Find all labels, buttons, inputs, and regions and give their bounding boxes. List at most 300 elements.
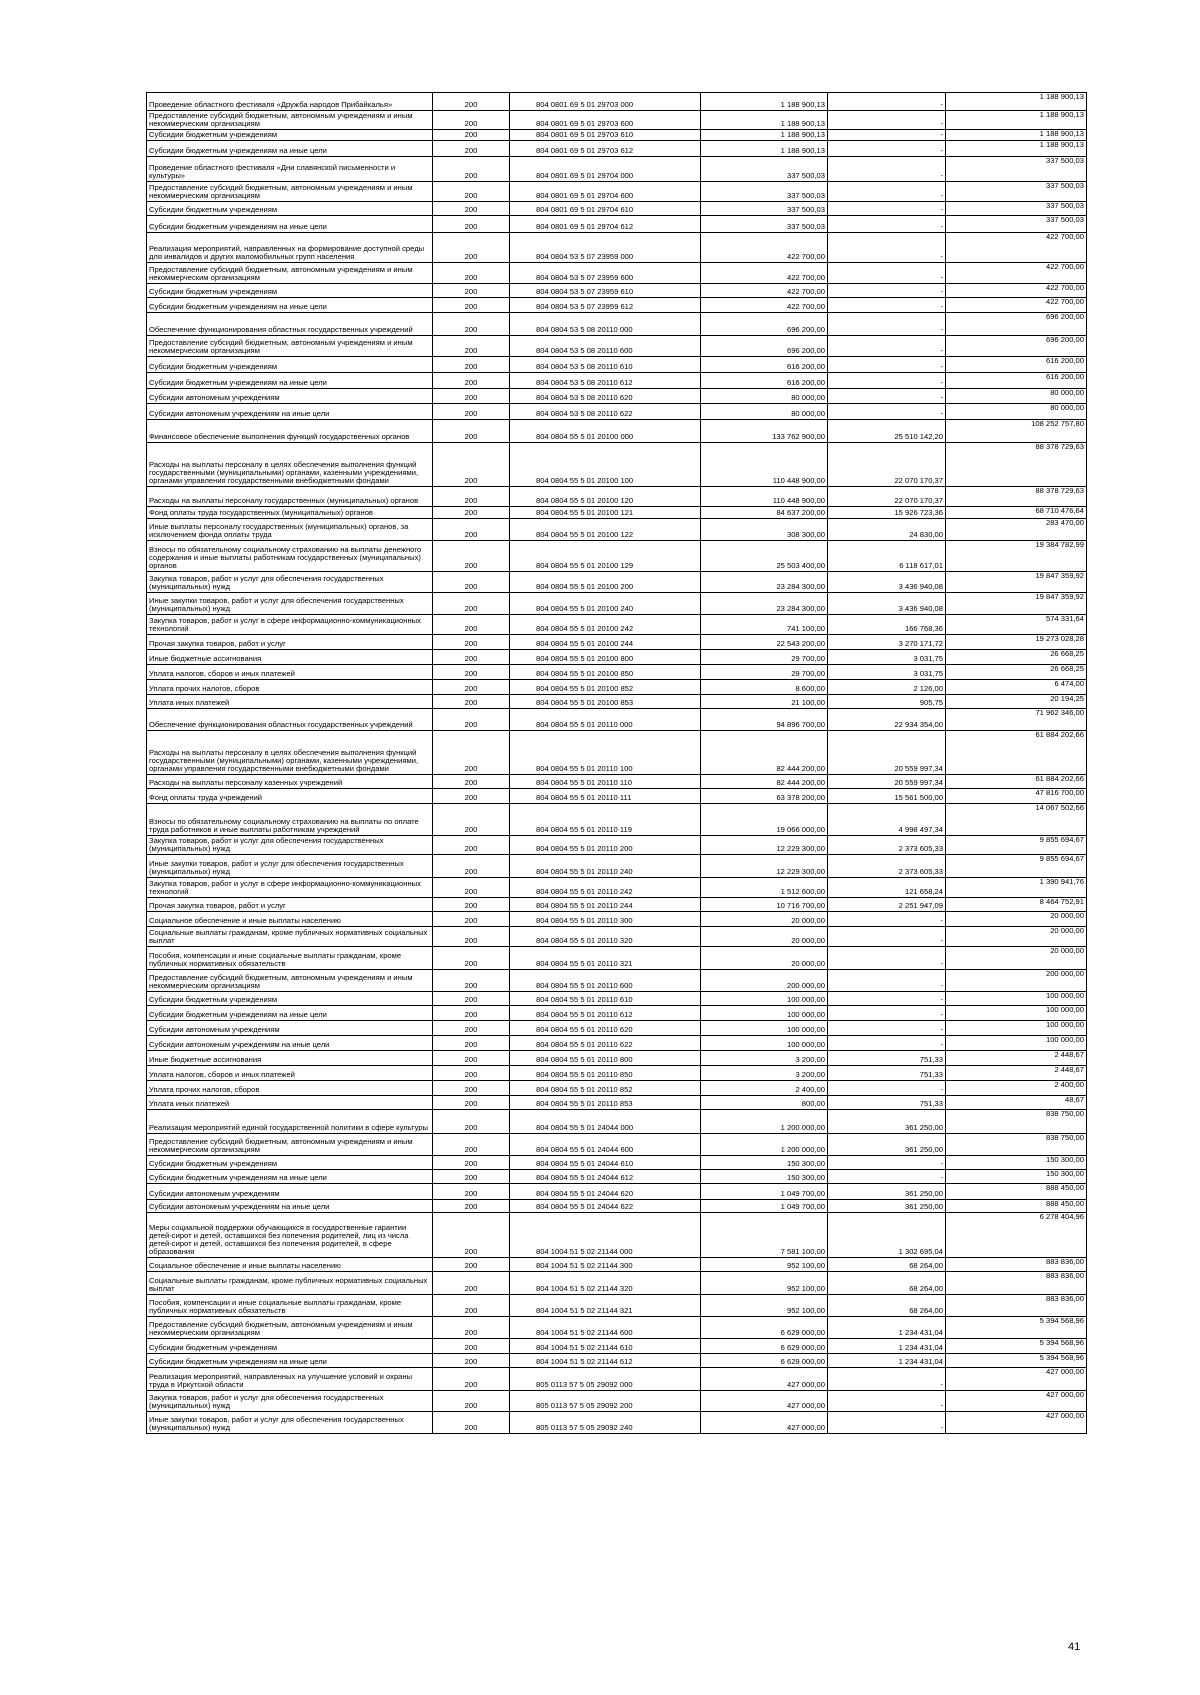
row-approved-amount-cell: 427 000,00 [701, 1391, 828, 1412]
row-approved-amount-cell: 10 716 700,00 [701, 898, 828, 912]
row-classification-code-cell: 804 0804 55 5 01 20100 242 [510, 615, 701, 635]
table-row [147, 1368, 1087, 1391]
row-name-cell: Иные закупки товаров, работ и услуг для обеспечения государственных (муниципальных) нужд [147, 1412, 433, 1434]
row-name-cell: Иные бюджетные ассигнования [147, 1051, 433, 1066]
row-unexecuted-amount-cell: 1 188 900,13 [946, 111, 1087, 130]
row-executed-amount-cell: 751,33 [828, 1096, 946, 1110]
row-classification-code-cell: 804 0804 55 5 01 20100 240 [510, 593, 701, 615]
row-line-code-cell: 200 [433, 1368, 510, 1391]
row-executed-amount-cell: - [828, 947, 946, 970]
table-row [147, 357, 1087, 373]
row-approved-amount-cell: 337 500,03 [701, 202, 828, 216]
table-row [147, 263, 1087, 284]
row-classification-code-cell: 804 0804 55 5 01 20110 111 [510, 789, 701, 804]
row-name-cell: Иные выплаты персоналу государственных (муниципальных) органов, за исключением фонда оплаты труда [147, 519, 433, 541]
row-approved-amount-cell: 80 000,00 [701, 404, 828, 420]
row-unexecuted-amount-cell: 150 300,00 [946, 1156, 1087, 1170]
row-approved-amount-cell: 952 100,00 [701, 1295, 828, 1317]
table-row [147, 1391, 1087, 1412]
row-classification-code-cell: 804 0804 55 5 01 20110 110 [510, 775, 701, 789]
row-unexecuted-amount-cell: 616 200,00 [946, 357, 1087, 373]
row-executed-amount-cell: - [828, 157, 946, 182]
row-unexecuted-amount-cell: 5 394 568,96 [946, 1354, 1087, 1368]
table-row [147, 1170, 1087, 1184]
row-classification-code-cell: 804 0804 53 5 08 20110 000 [510, 313, 701, 336]
row-executed-amount-cell: 3 031,75 [828, 650, 946, 665]
row-classification-code-cell: 804 0801 69 5 01 29704 610 [510, 202, 701, 216]
row-line-code-cell: 200 [433, 775, 510, 789]
table-row [147, 1354, 1087, 1368]
row-unexecuted-amount-cell: 838 750,00 [946, 1134, 1087, 1156]
row-classification-code-cell: 804 0804 55 5 01 20100 100 [510, 443, 701, 487]
row-executed-amount-cell: - [828, 336, 946, 357]
row-approved-amount-cell: 696 200,00 [701, 336, 828, 357]
row-approved-amount-cell: 616 200,00 [701, 373, 828, 389]
row-name-cell: Субсидии бюджетным учреждениям на иные цели [147, 373, 433, 389]
row-name-cell: Обеспечение функционирования областных государственных учреждений [147, 709, 433, 731]
row-unexecuted-amount-cell: 19 847 359,92 [946, 593, 1087, 615]
row-unexecuted-amount-cell: 19 384 782,99 [946, 541, 1087, 572]
row-classification-code-cell: 804 1004 51 5 02 21144 321 [510, 1295, 701, 1317]
row-name-cell: Меры социальной поддержки обучающихся в государственные гарантии детей-сирот и детей, оставшихся без попечения родителей, лиц из числа детей-сирот и детей, оставшихся без попечения родителей, в сфере образования [147, 1213, 433, 1258]
row-approved-amount-cell: 616 200,00 [701, 357, 828, 373]
row-line-code-cell: 200 [433, 487, 510, 507]
table-row [147, 789, 1087, 804]
table-row [147, 130, 1087, 141]
table-row [147, 404, 1087, 420]
row-line-code-cell: 200 [433, 1213, 510, 1258]
row-line-code-cell: 200 [433, 572, 510, 593]
row-line-code-cell: 200 [433, 1066, 510, 1081]
row-executed-amount-cell: 2 126,00 [828, 680, 946, 695]
row-line-code-cell: 200 [433, 1412, 510, 1434]
row-name-cell: Субсидии автономным учреждениям на иные цели [147, 404, 433, 420]
row-approved-amount-cell: 94 896 700,00 [701, 709, 828, 731]
row-unexecuted-amount-cell: 5 394 568,96 [946, 1339, 1087, 1354]
row-name-cell: Расходы на выплаты персоналу государственных (муниципальных) органов [147, 487, 433, 507]
row-executed-amount-cell: - [828, 1081, 946, 1096]
row-line-code-cell: 200 [433, 695, 510, 709]
row-classification-code-cell: 804 0804 55 5 01 20110 800 [510, 1051, 701, 1066]
row-unexecuted-amount-cell: 283 470,00 [946, 519, 1087, 541]
row-unexecuted-amount-cell: 48,67 [946, 1096, 1087, 1110]
row-line-code-cell: 200 [433, 1258, 510, 1272]
row-classification-code-cell: 804 0804 55 5 01 20100 853 [510, 695, 701, 709]
row-classification-code-cell: 804 0804 55 5 01 20110 100 [510, 731, 701, 775]
row-executed-amount-cell: 6 118 617,01 [828, 541, 946, 572]
table-row [147, 1412, 1087, 1434]
row-classification-code-cell: 804 0801 69 5 01 29704 000 [510, 157, 701, 182]
row-classification-code-cell: 804 0804 53 5 07 23959 612 [510, 298, 701, 313]
table-row [147, 709, 1087, 731]
row-unexecuted-amount-cell: 71 962 346,00 [946, 709, 1087, 731]
row-name-cell: Иные бюджетные ассигнования [147, 650, 433, 665]
table-row [147, 336, 1087, 357]
row-executed-amount-cell: - [828, 927, 946, 947]
row-classification-code-cell: 804 0804 55 5 01 20110 240 [510, 855, 701, 878]
row-unexecuted-amount-cell: 88 378 729,63 [946, 443, 1087, 487]
row-line-code-cell: 200 [433, 519, 510, 541]
table-row [147, 111, 1087, 130]
row-approved-amount-cell: 3 200,00 [701, 1066, 828, 1081]
row-approved-amount-cell: 7 581 100,00 [701, 1213, 828, 1258]
table-row [147, 1110, 1087, 1134]
row-line-code-cell: 200 [433, 1051, 510, 1066]
row-unexecuted-amount-cell: 68 710 476,64 [946, 507, 1087, 519]
row-line-code-cell: 200 [433, 635, 510, 650]
row-executed-amount-cell: 3 436 940,08 [828, 572, 946, 593]
table-row [147, 650, 1087, 665]
row-executed-amount-cell: - [828, 313, 946, 336]
table-row [147, 635, 1087, 650]
table-row [147, 1295, 1087, 1317]
row-name-cell: Закупка товаров, работ и услуг в сфере информационно-коммуникационных технологий [147, 878, 433, 898]
row-approved-amount-cell: 1 200 000,00 [701, 1110, 828, 1134]
row-approved-amount-cell: 1 512 600,00 [701, 878, 828, 898]
row-classification-code-cell: 804 0801 69 5 01 29703 000 [510, 93, 701, 111]
row-executed-amount-cell: 4 998 497,34 [828, 804, 946, 836]
row-classification-code-cell: 804 0804 53 5 08 20110 620 [510, 389, 701, 404]
row-unexecuted-amount-cell: 100 000,00 [946, 1006, 1087, 1021]
row-name-cell: Уплата налогов, сборов и иных платежей [147, 1066, 433, 1081]
row-name-cell: Уплата иных платежей [147, 695, 433, 709]
row-classification-code-cell: 804 0804 55 5 01 20110 200 [510, 836, 701, 855]
table-row [147, 1200, 1087, 1213]
page-number: 41 [1068, 1641, 1081, 1653]
row-classification-code-cell: 804 0804 55 5 01 20110 853 [510, 1096, 701, 1110]
row-line-code-cell: 200 [433, 804, 510, 836]
row-unexecuted-amount-cell: 88 378 729,63 [946, 487, 1087, 507]
row-approved-amount-cell: 800,00 [701, 1096, 828, 1110]
row-classification-code-cell: 804 0804 55 5 01 24044 600 [510, 1134, 701, 1156]
table-row [147, 420, 1087, 443]
row-classification-code-cell: 804 0804 55 5 01 20100 121 [510, 507, 701, 519]
table-row [147, 1134, 1087, 1156]
row-unexecuted-amount-cell: 1 188 900,13 [946, 141, 1087, 157]
row-unexecuted-amount-cell: 422 700,00 [946, 263, 1087, 284]
row-name-cell: Субсидии бюджетным учреждениям на иные цели [147, 1006, 433, 1021]
row-executed-amount-cell: 2 251 947,09 [828, 898, 946, 912]
row-line-code-cell: 200 [433, 1170, 510, 1184]
row-approved-amount-cell: 741 100,00 [701, 615, 828, 635]
row-name-cell: Субсидии автономным учреждениям [147, 1021, 433, 1036]
row-executed-amount-cell: 361 250,00 [828, 1200, 946, 1213]
row-approved-amount-cell: 21 100,00 [701, 695, 828, 709]
row-approved-amount-cell: 100 000,00 [701, 1036, 828, 1051]
row-unexecuted-amount-cell: 100 000,00 [946, 1036, 1087, 1051]
row-name-cell: Уплата иных платежей [147, 1096, 433, 1110]
row-name-cell: Субсидии бюджетным учреждениям на иные цели [147, 298, 433, 313]
row-approved-amount-cell: 422 700,00 [701, 298, 828, 313]
row-classification-code-cell: 804 0804 53 5 08 20110 610 [510, 357, 701, 373]
row-name-cell: Предоставление субсидий бюджетным, автономным учреждениям и иным некоммерческим организациям [147, 182, 433, 202]
table-body [147, 93, 1087, 1434]
row-approved-amount-cell: 427 000,00 [701, 1368, 828, 1391]
row-name-cell: Уплата прочих налогов, сборов [147, 680, 433, 695]
row-approved-amount-cell: 1 188 900,13 [701, 130, 828, 141]
row-line-code-cell: 200 [433, 216, 510, 233]
row-classification-code-cell: 804 1004 51 5 02 21144 300 [510, 1258, 701, 1272]
row-name-cell: Предоставление субсидий бюджетным, автономным учреждениям и иным некоммерческим организациям [147, 111, 433, 130]
row-executed-amount-cell: - [828, 284, 946, 298]
row-line-code-cell: 200 [433, 1272, 510, 1295]
table-row [147, 912, 1087, 927]
row-unexecuted-amount-cell: 574 331,64 [946, 615, 1087, 635]
row-classification-code-cell: 804 0804 55 5 01 20110 320 [510, 927, 701, 947]
row-classification-code-cell: 804 0804 53 5 07 23959 000 [510, 233, 701, 263]
row-name-cell: Субсидии бюджетным учреждениям [147, 992, 433, 1006]
row-line-code-cell: 200 [433, 927, 510, 947]
row-approved-amount-cell: 1 200 000,00 [701, 1134, 828, 1156]
table-row [147, 1081, 1087, 1096]
row-classification-code-cell: 804 0804 55 5 01 20110 000 [510, 709, 701, 731]
row-executed-amount-cell: - [828, 357, 946, 373]
row-executed-amount-cell: - [828, 1156, 946, 1170]
table-row [147, 141, 1087, 157]
budget-table-sheet [146, 92, 1086, 1434]
row-name-cell: Субсидии бюджетным учреждениям на иные цели [147, 141, 433, 157]
row-name-cell: Субсидии бюджетным учреждениям на иные цели [147, 1170, 433, 1184]
row-unexecuted-amount-cell: 422 700,00 [946, 298, 1087, 313]
table-row [147, 695, 1087, 709]
row-line-code-cell: 200 [433, 263, 510, 284]
row-line-code-cell: 200 [433, 878, 510, 898]
row-classification-code-cell: 804 0801 69 5 01 29703 610 [510, 130, 701, 141]
row-unexecuted-amount-cell: 61 884 202,66 [946, 775, 1087, 789]
row-line-code-cell: 200 [433, 709, 510, 731]
row-line-code-cell: 200 [433, 157, 510, 182]
row-approved-amount-cell: 200 000,00 [701, 970, 828, 992]
row-approved-amount-cell: 23 284 300,00 [701, 572, 828, 593]
row-unexecuted-amount-cell: 883 836,00 [946, 1272, 1087, 1295]
row-unexecuted-amount-cell: 838 750,00 [946, 1110, 1087, 1134]
row-line-code-cell: 200 [433, 593, 510, 615]
table-row [147, 836, 1087, 855]
row-approved-amount-cell: 19 066 000,00 [701, 804, 828, 836]
row-unexecuted-amount-cell: 1 188 900,13 [946, 93, 1087, 111]
table-row [147, 927, 1087, 947]
row-name-cell: Проведение областного фестиваля «Дружба народов Прибайкалья» [147, 93, 433, 111]
row-unexecuted-amount-cell: 427 000,00 [946, 1412, 1087, 1434]
row-name-cell: Субсидии бюджетным учреждениям [147, 357, 433, 373]
table-row [147, 284, 1087, 298]
row-line-code-cell: 200 [433, 1134, 510, 1156]
row-line-code-cell: 200 [433, 130, 510, 141]
table-row [147, 615, 1087, 635]
row-executed-amount-cell: - [828, 389, 946, 404]
table-row [147, 1096, 1087, 1110]
row-line-code-cell: 200 [433, 1156, 510, 1170]
row-unexecuted-amount-cell: 8 464 752,91 [946, 898, 1087, 912]
row-approved-amount-cell: 20 000,00 [701, 947, 828, 970]
row-line-code-cell: 200 [433, 970, 510, 992]
row-executed-amount-cell: 3 270 171,72 [828, 635, 946, 650]
row-executed-amount-cell: - [828, 1036, 946, 1051]
table-row [147, 665, 1087, 680]
row-approved-amount-cell: 337 500,03 [701, 216, 828, 233]
row-classification-code-cell: 804 0801 69 5 01 29703 612 [510, 141, 701, 157]
budget-execution-table [146, 92, 1087, 1434]
row-name-cell: Фонд оплаты труда учреждений [147, 789, 433, 804]
row-executed-amount-cell: 20 559 997,34 [828, 775, 946, 789]
row-name-cell: Субсидии автономным учреждениям на иные цели [147, 1036, 433, 1051]
row-unexecuted-amount-cell: 337 500,03 [946, 202, 1087, 216]
row-executed-amount-cell: 751,33 [828, 1066, 946, 1081]
table-row [147, 541, 1087, 572]
row-approved-amount-cell: 6 629 000,00 [701, 1354, 828, 1368]
row-unexecuted-amount-cell: 6 474,00 [946, 680, 1087, 695]
row-unexecuted-amount-cell: 337 500,03 [946, 182, 1087, 202]
row-line-code-cell: 200 [433, 541, 510, 572]
table-row [147, 731, 1087, 775]
row-line-code-cell: 200 [433, 992, 510, 1006]
table-row [147, 970, 1087, 992]
row-executed-amount-cell: 3 031,75 [828, 665, 946, 680]
row-classification-code-cell: 804 0804 53 5 08 20110 600 [510, 336, 701, 357]
row-unexecuted-amount-cell: 616 200,00 [946, 373, 1087, 389]
row-executed-amount-cell: 2 373 605,33 [828, 836, 946, 855]
row-executed-amount-cell: - [828, 298, 946, 313]
row-approved-amount-cell: 82 444 200,00 [701, 731, 828, 775]
row-classification-code-cell: 804 1004 51 5 02 21144 320 [510, 1272, 701, 1295]
row-line-code-cell: 200 [433, 233, 510, 263]
row-unexecuted-amount-cell: 80 000,00 [946, 389, 1087, 404]
row-line-code-cell: 200 [433, 1339, 510, 1354]
row-classification-code-cell: 804 0804 55 5 01 20110 612 [510, 1006, 701, 1021]
row-unexecuted-amount-cell: 888 450,00 [946, 1184, 1087, 1200]
row-line-code-cell: 200 [433, 1354, 510, 1368]
row-executed-amount-cell: 15 561 500,00 [828, 789, 946, 804]
row-line-code-cell: 200 [433, 1081, 510, 1096]
row-name-cell: Прочая закупка товаров, работ и услуг [147, 635, 433, 650]
table-row [147, 93, 1087, 111]
row-classification-code-cell: 804 1004 51 5 02 21144 610 [510, 1339, 701, 1354]
table-row [147, 1272, 1087, 1295]
table-row [147, 1339, 1087, 1354]
row-name-cell: Обеспечение функционирования областных государственных учреждений [147, 313, 433, 336]
table-row [147, 1021, 1087, 1036]
row-executed-amount-cell: 68 264,00 [828, 1272, 946, 1295]
row-line-code-cell: 200 [433, 404, 510, 420]
row-executed-amount-cell: 361 250,00 [828, 1134, 946, 1156]
row-approved-amount-cell: 12 229 300,00 [701, 855, 828, 878]
row-classification-code-cell: 804 0804 55 5 01 20100 120 [510, 487, 701, 507]
row-unexecuted-amount-cell: 422 700,00 [946, 233, 1087, 263]
table-row [147, 947, 1087, 970]
row-unexecuted-amount-cell: 888 450,00 [946, 1200, 1087, 1213]
row-unexecuted-amount-cell: 2 448,67 [946, 1051, 1087, 1066]
row-classification-code-cell: 804 0804 55 5 01 20110 244 [510, 898, 701, 912]
row-approved-amount-cell: 20 000,00 [701, 927, 828, 947]
row-unexecuted-amount-cell: 20 194,25 [946, 695, 1087, 709]
row-name-cell: Расходы на выплаты персоналу казенных учреждений [147, 775, 433, 789]
row-classification-code-cell: 804 0804 55 5 01 20100 852 [510, 680, 701, 695]
row-classification-code-cell: 804 0804 55 5 01 20100 129 [510, 541, 701, 572]
row-unexecuted-amount-cell: 5 394 568,96 [946, 1317, 1087, 1339]
row-executed-amount-cell: - [828, 404, 946, 420]
row-approved-amount-cell: 422 700,00 [701, 233, 828, 263]
table-row [147, 389, 1087, 404]
row-line-code-cell: 200 [433, 507, 510, 519]
row-approved-amount-cell: 150 300,00 [701, 1156, 828, 1170]
row-unexecuted-amount-cell: 6 278 404,96 [946, 1213, 1087, 1258]
row-unexecuted-amount-cell: 696 200,00 [946, 336, 1087, 357]
row-name-cell: Пособия, компенсации и иные социальные выплаты гражданам, кроме публичных нормативных обязательств [147, 947, 433, 970]
row-name-cell: Уплата прочих налогов, сборов [147, 1081, 433, 1096]
row-line-code-cell: 200 [433, 836, 510, 855]
row-line-code-cell: 200 [433, 284, 510, 298]
row-executed-amount-cell: - [828, 373, 946, 389]
row-name-cell: Предоставление субсидий бюджетным, автономным учреждениям и иным некоммерческим организациям [147, 336, 433, 357]
row-classification-code-cell: 804 0804 53 5 08 20110 612 [510, 373, 701, 389]
table-row [147, 593, 1087, 615]
row-name-cell: Закупка товаров, работ и услуг для обеспечения государственных (муниципальных) нужд [147, 836, 433, 855]
row-unexecuted-amount-cell: 20 000,00 [946, 912, 1087, 927]
row-unexecuted-amount-cell: 337 500,03 [946, 157, 1087, 182]
row-approved-amount-cell: 1 049 700,00 [701, 1200, 828, 1213]
row-approved-amount-cell: 29 700,00 [701, 665, 828, 680]
row-line-code-cell: 200 [433, 336, 510, 357]
row-name-cell: Субсидии бюджетным учреждениям [147, 130, 433, 141]
row-approved-amount-cell: 952 100,00 [701, 1258, 828, 1272]
row-name-cell: Иные закупки товаров, работ и услуг для обеспечения государственных (муниципальных) нужд [147, 593, 433, 615]
row-unexecuted-amount-cell: 883 836,00 [946, 1295, 1087, 1317]
row-executed-amount-cell: 121 658,24 [828, 878, 946, 898]
row-classification-code-cell: 804 0804 55 5 01 20110 622 [510, 1036, 701, 1051]
row-unexecuted-amount-cell: 19 273 028,28 [946, 635, 1087, 650]
row-name-cell: Расходы на выплаты персоналу в целях обеспечения выполнения функций государственными (муниципальными) органами, казенными учреждениями, органами управления государственными внебюджетными фондами [147, 443, 433, 487]
row-classification-code-cell: 804 0804 55 5 01 20100 244 [510, 635, 701, 650]
table-row [147, 992, 1087, 1006]
row-line-code-cell: 200 [433, 389, 510, 404]
row-classification-code-cell: 804 0804 55 5 01 20100 850 [510, 665, 701, 680]
row-unexecuted-amount-cell: 14 067 502,66 [946, 804, 1087, 836]
table-row [147, 298, 1087, 313]
row-approved-amount-cell: 8 600,00 [701, 680, 828, 695]
row-name-cell: Фонд оплаты труда государственных (муниципальных) органов [147, 507, 433, 519]
row-line-code-cell: 200 [433, 1200, 510, 1213]
table-row [147, 680, 1087, 695]
table-row [147, 1156, 1087, 1170]
row-unexecuted-amount-cell: 883 836,00 [946, 1258, 1087, 1272]
table-row [147, 313, 1087, 336]
row-approved-amount-cell: 100 000,00 [701, 1006, 828, 1021]
row-executed-amount-cell: - [828, 130, 946, 141]
row-executed-amount-cell: 1 234 431,04 [828, 1354, 946, 1368]
row-approved-amount-cell: 422 700,00 [701, 284, 828, 298]
row-approved-amount-cell: 110 448 900,00 [701, 487, 828, 507]
row-name-cell: Расходы на выплаты персоналу в целях обеспечения выполнения функций государственными (муниципальными) органами, казенными учреждениями, органами управления государственными внебюджетными фондами [147, 731, 433, 775]
row-name-cell: Реализация мероприятий, направленных на формирование доступной среды для инвалидов и других маломобильных групп населения [147, 233, 433, 263]
row-executed-amount-cell: 1 302 695,04 [828, 1213, 946, 1258]
table-row [147, 182, 1087, 202]
row-unexecuted-amount-cell: 1 188 900,13 [946, 130, 1087, 141]
table-row [147, 898, 1087, 912]
row-classification-code-cell: 804 0804 55 5 01 20110 321 [510, 947, 701, 970]
table-row [147, 775, 1087, 789]
row-executed-amount-cell: - [828, 970, 946, 992]
row-unexecuted-amount-cell: 20 000,00 [946, 927, 1087, 947]
row-executed-amount-cell: 166 768,36 [828, 615, 946, 635]
row-line-code-cell: 200 [433, 789, 510, 804]
row-executed-amount-cell: 68 264,00 [828, 1258, 946, 1272]
row-unexecuted-amount-cell: 150 300,00 [946, 1170, 1087, 1184]
row-executed-amount-cell: 361 250,00 [828, 1184, 946, 1200]
row-line-code-cell: 200 [433, 1036, 510, 1051]
row-name-cell: Субсидии бюджетным учреждениям [147, 1339, 433, 1354]
row-approved-amount-cell: 696 200,00 [701, 313, 828, 336]
row-executed-amount-cell: 905,75 [828, 695, 946, 709]
